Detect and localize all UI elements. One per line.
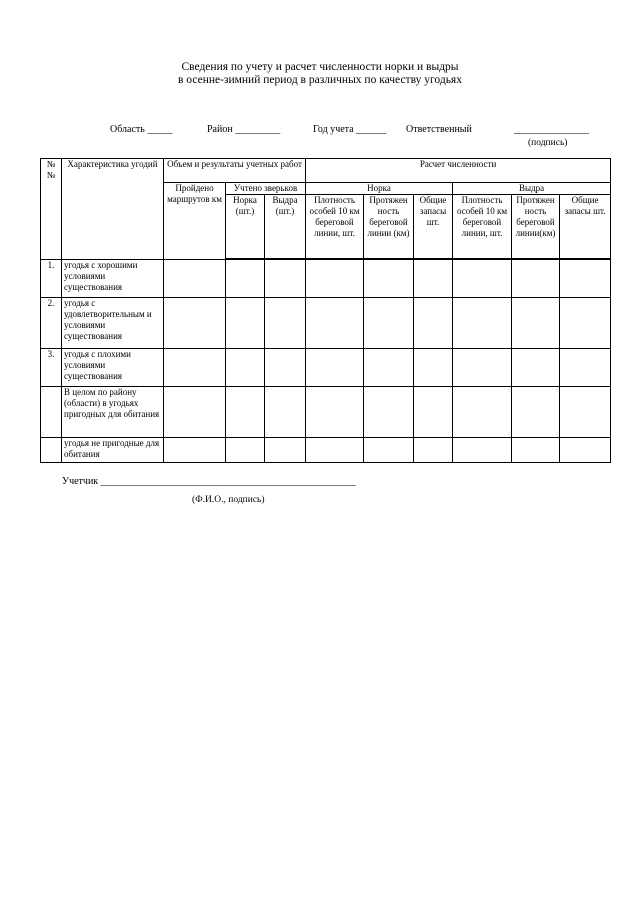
rayon-field: Район _________ xyxy=(207,124,281,135)
cell-input[interactable] xyxy=(265,438,306,463)
title-line-2: в осенне-зимний период в различных по качеству угодьях xyxy=(178,74,462,86)
cell-input[interactable] xyxy=(364,387,414,438)
cell-input[interactable] xyxy=(226,298,265,349)
cell-input[interactable] xyxy=(164,298,226,349)
cell-input[interactable] xyxy=(414,260,453,298)
counter-signature-line: Учетчик ___________________________________________________ xyxy=(62,476,356,487)
header-routes: Пройдено маршрутов км xyxy=(164,183,226,260)
cell-input[interactable] xyxy=(364,438,414,463)
cell-input[interactable] xyxy=(226,387,265,438)
cell-input[interactable] xyxy=(560,349,611,387)
cell-input[interactable] xyxy=(560,438,611,463)
signature-caption: (подпись) xyxy=(528,138,568,148)
header-counted: Учтено зверьков xyxy=(226,183,306,195)
year-field: Год учета ______ xyxy=(313,124,387,135)
table-row xyxy=(41,349,611,387)
header-counted-otter: Выдра (шт.) xyxy=(265,195,306,259)
cell-input[interactable] xyxy=(306,298,364,349)
table-row xyxy=(41,260,611,298)
header-otter: Выдра xyxy=(453,183,611,195)
signature-line: _______________ xyxy=(514,124,589,135)
cell-input[interactable] xyxy=(265,387,306,438)
header-work-volume: Объем и результаты учетных работ xyxy=(164,159,306,183)
cell-input[interactable] xyxy=(226,349,265,387)
cell-input[interactable] xyxy=(226,438,265,463)
cell-input[interactable] xyxy=(414,298,453,349)
cell-input[interactable] xyxy=(265,298,306,349)
header-otter-total: Общие запасы шт. xyxy=(560,195,611,259)
page-title xyxy=(0,61,640,87)
row-num: 3. xyxy=(41,349,62,387)
cell-input[interactable] xyxy=(364,298,414,349)
cell-input[interactable] xyxy=(512,438,560,463)
counter-caption: (Ф.И.О., подпись) xyxy=(192,495,265,505)
header-mink-length: Протяжен ность береговой линии (км) xyxy=(364,195,414,259)
cell-input[interactable] xyxy=(265,349,306,387)
cell-input[interactable] xyxy=(364,260,414,298)
cell-input[interactable] xyxy=(306,387,364,438)
row-num: 1. xyxy=(41,260,62,298)
row-label: угодья с хорошими условиями существования xyxy=(62,260,164,298)
cell-input[interactable] xyxy=(164,387,226,438)
cell-input[interactable] xyxy=(512,260,560,298)
table-row xyxy=(41,387,611,438)
cell-input[interactable] xyxy=(453,438,512,463)
title-line-1: Сведения по учету и расчет численности норки и выдры xyxy=(181,61,459,73)
row-label: угодья не пригодные для обитания xyxy=(62,438,164,463)
cell-input[interactable] xyxy=(560,260,611,298)
cell-input[interactable] xyxy=(226,260,265,298)
cell-input[interactable] xyxy=(512,349,560,387)
cell-input[interactable] xyxy=(453,260,512,298)
cell-input[interactable] xyxy=(453,298,512,349)
cell-input[interactable] xyxy=(414,438,453,463)
cell-input[interactable] xyxy=(414,349,453,387)
cell-input[interactable] xyxy=(164,349,226,387)
cell-input[interactable] xyxy=(512,298,560,349)
header-calculation: Расчет численности xyxy=(306,159,611,183)
cell-input[interactable] xyxy=(453,349,512,387)
cell-input[interactable] xyxy=(512,387,560,438)
table-row xyxy=(41,438,611,463)
cell-input[interactable] xyxy=(164,438,226,463)
responsible-label: Ответственный xyxy=(406,124,472,135)
cell-input[interactable] xyxy=(306,349,364,387)
oblast-field: Область _____ xyxy=(110,124,173,135)
cell-input[interactable] xyxy=(265,260,306,298)
row-num xyxy=(41,387,62,438)
cell-input[interactable] xyxy=(306,260,364,298)
row-num xyxy=(41,438,62,463)
header-mink-density: Плотность особей 10 км береговой линии, шт. xyxy=(306,195,364,259)
cell-input[interactable] xyxy=(306,438,364,463)
cell-input[interactable] xyxy=(560,298,611,349)
cell-input[interactable] xyxy=(164,260,226,298)
table-row xyxy=(41,298,611,349)
header-characteristics: Характеристика угодий xyxy=(62,159,164,260)
header-num: № № xyxy=(41,159,62,260)
header-mink: Норка xyxy=(306,183,453,195)
header-counted-mink: Норка (шт.) xyxy=(226,195,265,259)
row-label: угодья с плохими условиями существования xyxy=(62,349,164,387)
header-otter-length: Протяжен ность береговой линии(км) xyxy=(512,195,560,259)
row-label: угодья с удовлетворительным и условиями существования xyxy=(62,298,164,349)
row-num: 2. xyxy=(41,298,62,349)
cell-input[interactable] xyxy=(414,387,453,438)
header-otter-density: Плотность особей 10 км береговой линии, шт. xyxy=(453,195,512,259)
row-label: В целом по району (области) в угодьях пригодных для обитания xyxy=(62,387,164,438)
cell-input[interactable] xyxy=(364,349,414,387)
header-mink-total: Общие запасы шт. xyxy=(414,195,453,259)
survey-table xyxy=(40,158,611,463)
cell-input[interactable] xyxy=(453,387,512,438)
cell-input[interactable] xyxy=(560,387,611,438)
